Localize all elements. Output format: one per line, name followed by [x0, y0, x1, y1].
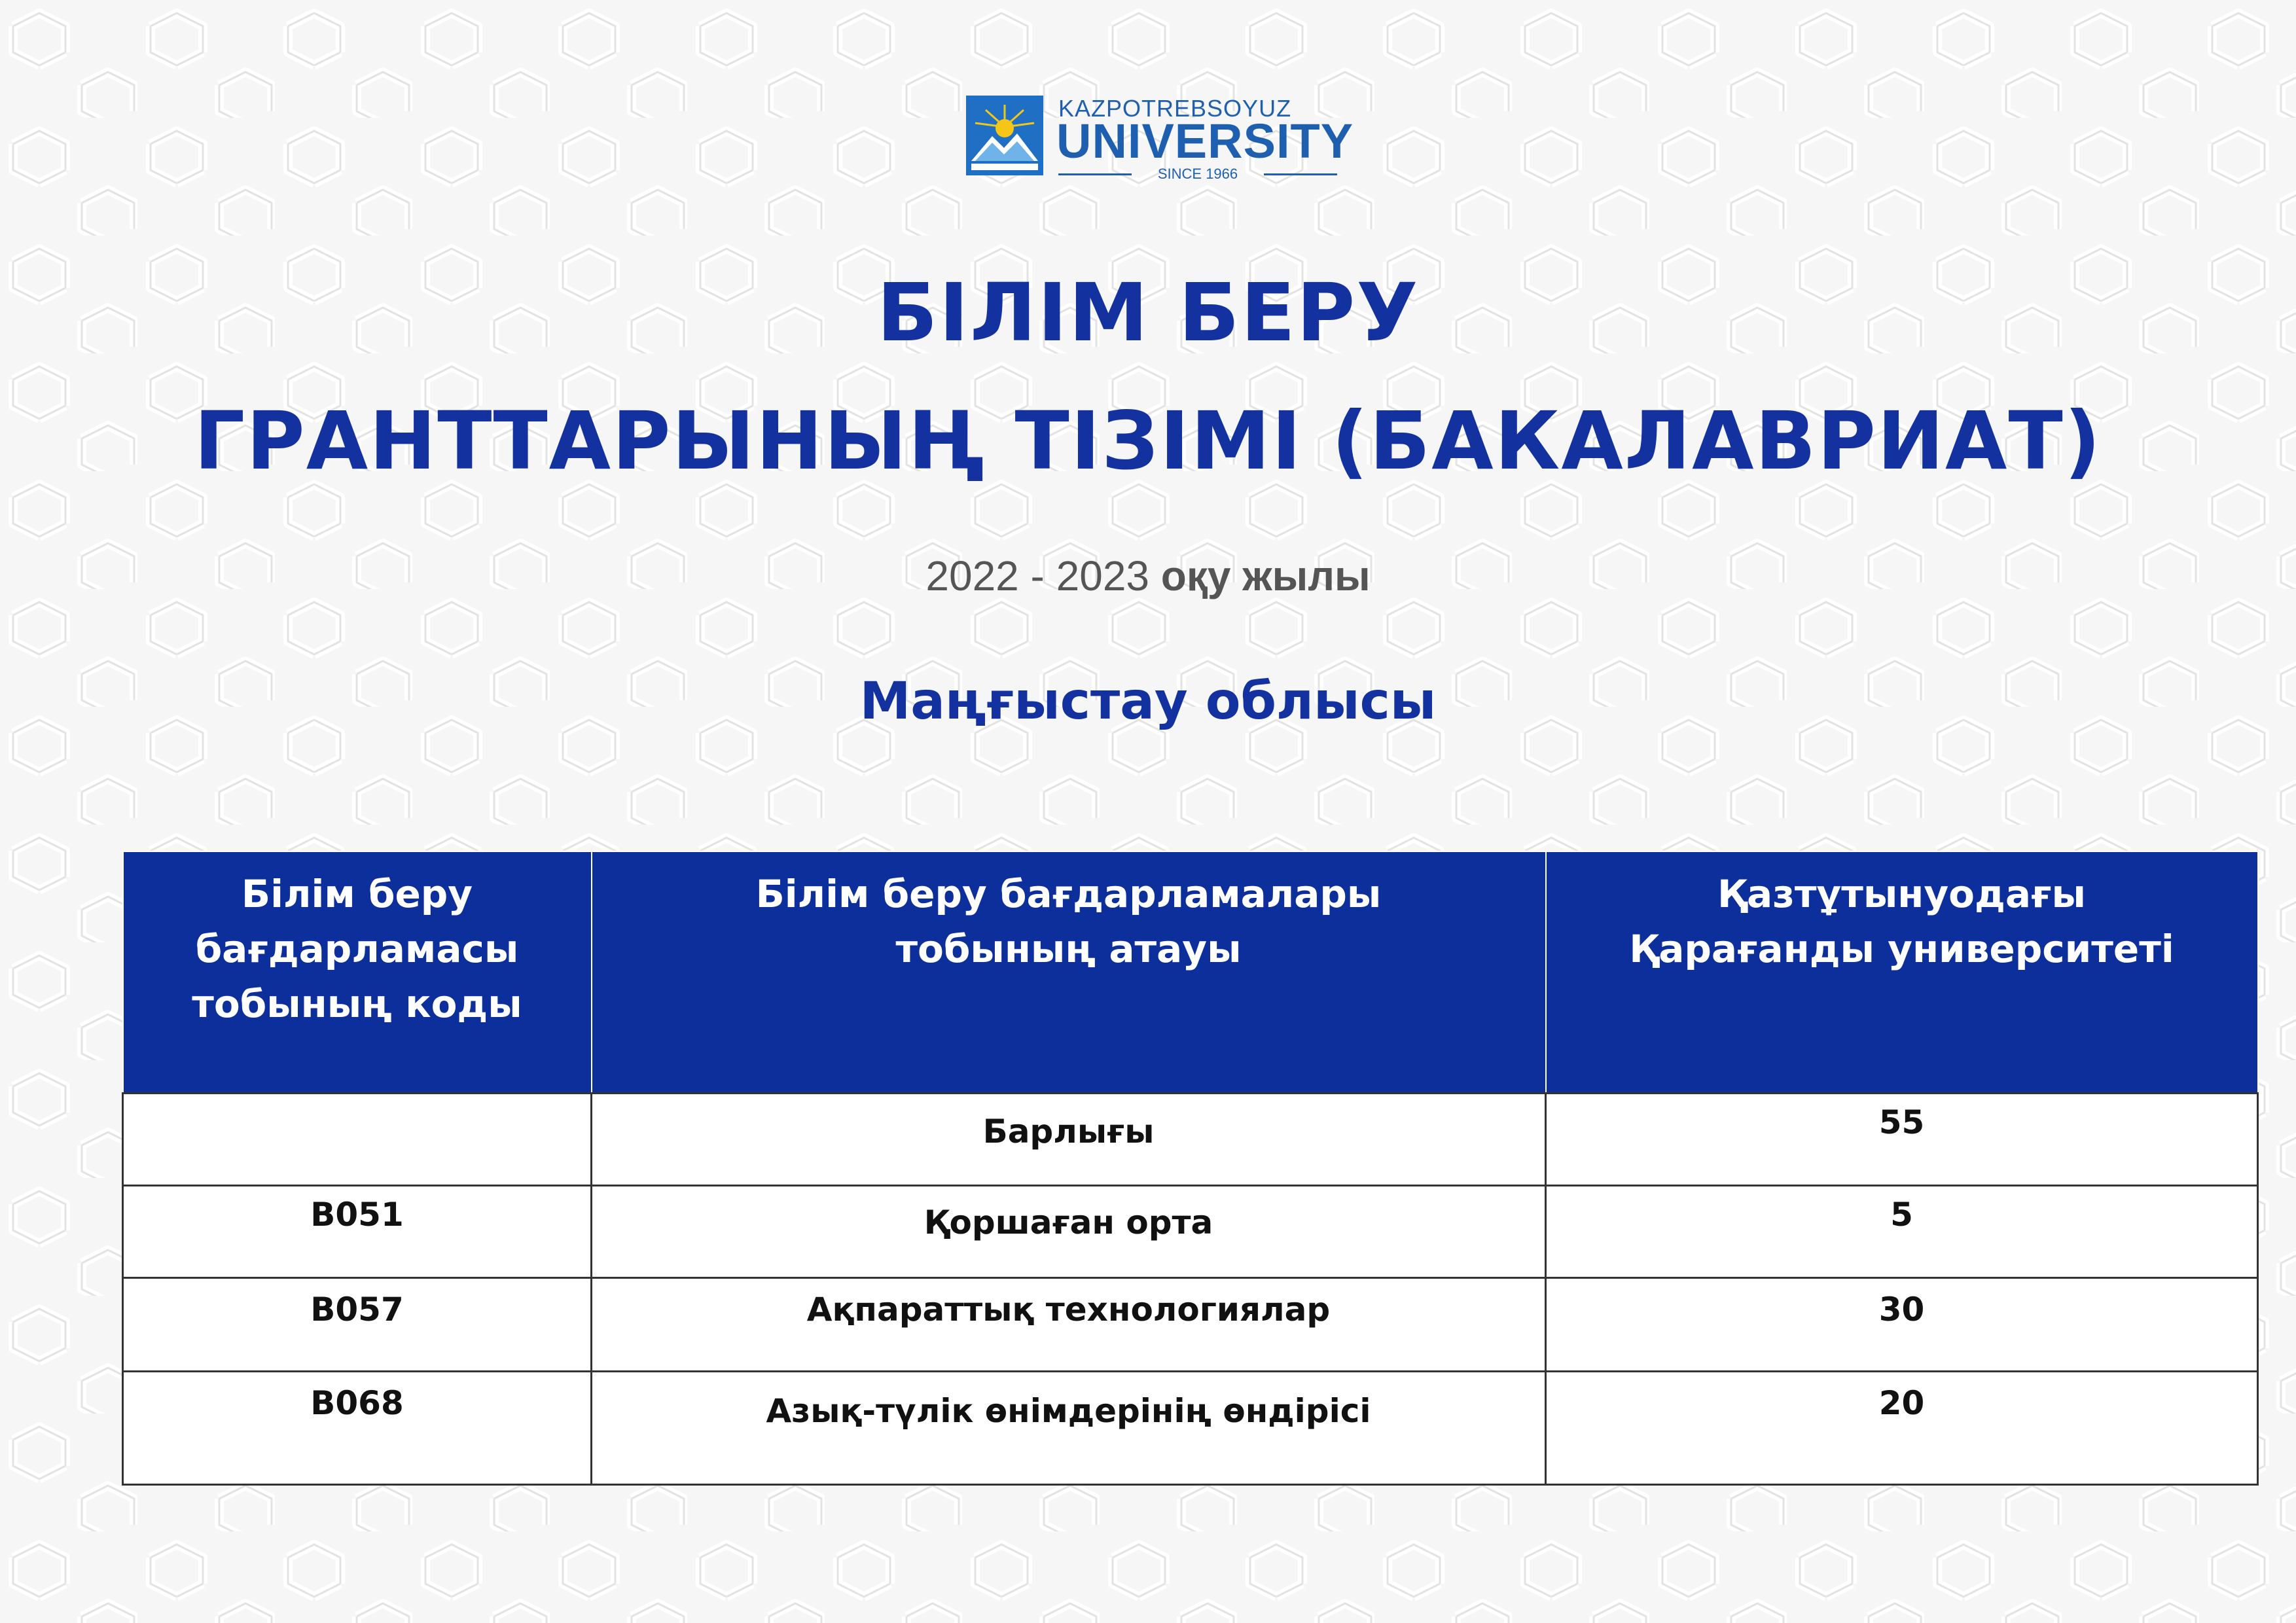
header-program-name: [592, 851, 1546, 1094]
cell-code: B051: [123, 1186, 592, 1278]
header-code-line: Білім беру: [241, 872, 473, 916]
cell-code: B057: [123, 1278, 592, 1372]
cell-count: 20: [1546, 1372, 2258, 1485]
header-code-line: тобының коды: [192, 982, 522, 1026]
cell-name: Азық-түлік өнімдерінің өндірісі: [592, 1372, 1546, 1485]
table-row: [123, 1372, 2258, 1485]
header-code-line: бағдарламасы: [195, 927, 519, 971]
header-name-line: Білім беру бағдарламалары: [755, 872, 1382, 916]
table-row-total: [123, 1094, 2258, 1186]
academic-year: [0, 550, 2296, 602]
cell-count: 5: [1546, 1186, 2258, 1278]
page-title-line-1: БІЛІМ БЕРУ: [876, 266, 1420, 359]
university-logo: [966, 95, 1354, 187]
logo-divider: [1058, 173, 1132, 175]
header-program-code: [123, 851, 592, 1094]
university-emblem-icon: [966, 96, 1043, 175]
header-university: [1546, 851, 2258, 1094]
logo-main-text: UNIVERSITY: [1056, 114, 1354, 168]
academic-year-range: 2022 - 2023: [925, 552, 1149, 599]
grants-table: [122, 851, 2174, 1486]
logo-top-text: KAZPOTREBSOYUZ: [1058, 95, 1292, 122]
header-university-line: Қарағанды университеті: [1629, 927, 2174, 971]
cell-code: [123, 1094, 592, 1186]
header-name-line: тобының атауы: [895, 927, 1242, 971]
cell-name: Ақпараттық технологиялар: [592, 1278, 1546, 1372]
cell-name: Барлығы: [592, 1094, 1546, 1186]
table-header-row: [123, 851, 2258, 1094]
table-row: [123, 1278, 2258, 1372]
cell-count: 55: [1546, 1094, 2258, 1186]
logo-divider: [1264, 173, 1337, 175]
cell-name: Қоршаған орта: [592, 1186, 1546, 1278]
logo-since-text: SINCE 1966: [1157, 166, 1238, 182]
logo-since-row: [1058, 166, 1337, 182]
cell-code: B068: [123, 1372, 592, 1485]
header-university-line: Қазтұтынуодағы: [1717, 872, 2086, 916]
region-heading: Маңғыстау облысы: [859, 672, 1437, 731]
cell-count: 30: [1546, 1278, 2258, 1372]
page-title-line-2: ГРАНТТАРЫНЫҢ ТІЗІМІ (БАКАЛАВРИАТ): [194, 395, 2102, 488]
table-row: [123, 1186, 2258, 1278]
academic-year-label: оқу жылы: [1160, 552, 1371, 599]
